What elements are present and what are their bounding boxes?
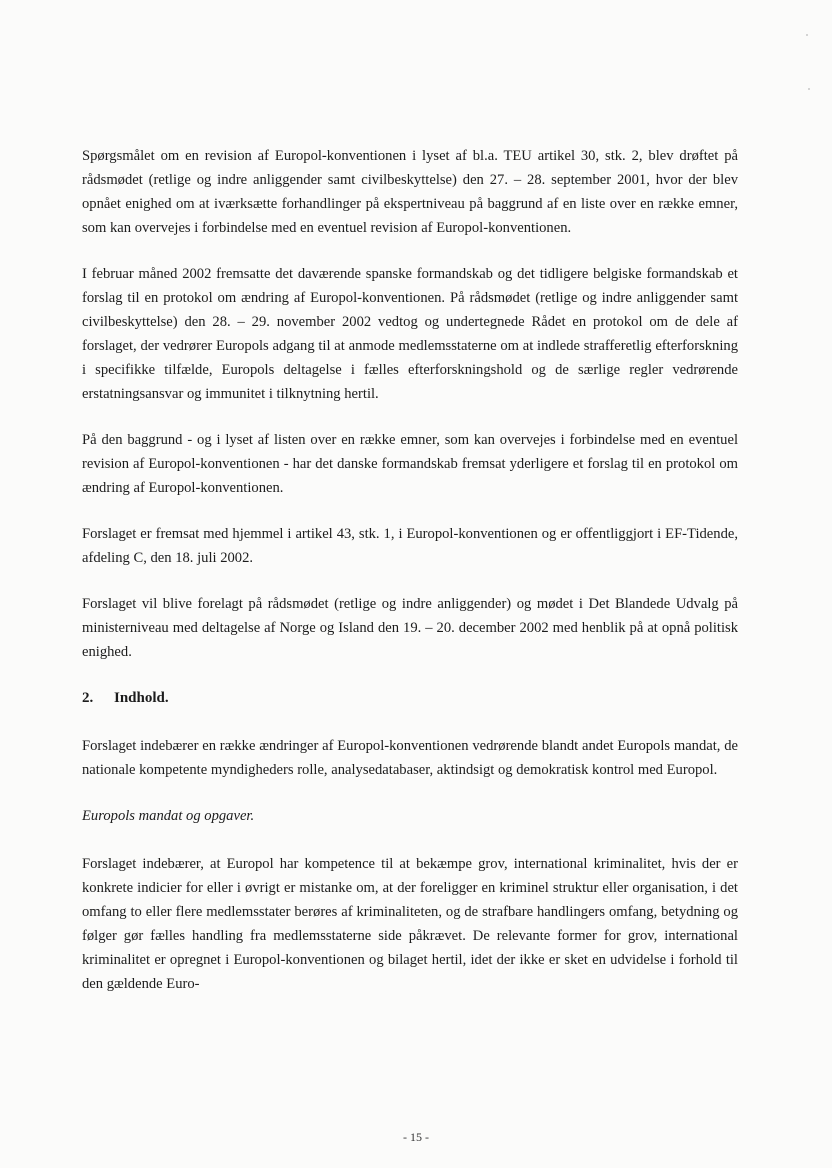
paragraph-danish-presidency: På den baggrund - og i lyset af listen over en række emner, som kan overvejes i forbindelse med en eventuel revision af Europol-konventionen - har det danske formandskab fremsat yderligere et forslag til en protokol om ændring af Europol-konventionen. — [82, 432, 738, 496]
section-title: Indhold. — [114, 690, 169, 706]
paragraph-council-meeting: Forslaget vil blive forelagt på rådsmødet (retlige og indre anliggender) og mødet i Det Blandede Udvalg på ministerniveau med deltagelse af Norge og Island den 19. – 20. december 2002 med henblik på at opnå politisk enighed. — [82, 596, 738, 660]
scan-speck — [806, 34, 808, 36]
paragraph-europol-mandate: Forslaget indebærer, at Europol har kompetence til at bekæmpe grov, international kriminalitet, hvis der er konkrete indicier for eller i øvrigt er mistanke om, at der foreligger en kriminel struktur eller organisation, i det omfang to eller flere medlemsstater berøres af kriminaliteten, og de strafbare handlingers omfang, betydning og følger gør fælles handling fra medlemsstaterne side påkrævet. De relevante former for grov, international kriminalitet er opregnet i Europol-konventionen og bilaget hertil, idet der ikke er sket en udvidelse i forhold til den gældende Euro- — [82, 856, 738, 992]
subheading-europol-mandate: Europols mandat og opgaver. — [82, 808, 255, 824]
document-body — [82, 144, 738, 1018]
paragraph-legal-basis: Forslaget er fremsat med hjemmel i artikel 43, stk. 1, i Europol-konventionen og er offentliggjort i EF-Tidende, afdeling C, den 18. juli 2002. — [82, 526, 738, 566]
section-heading — [82, 686, 738, 710]
scan-speck — [808, 88, 810, 90]
paragraph-revision-discussion: Spørgsmålet om en revision af Europol-konventionen i lyset af bl.a. TEU artikel 30, stk. 2, blev drøftet på rådsmødet (retlige og indre anliggender samt civilbeskyttelse) den 27. – 28. september 2001, hvor der blev opnået enighed om at iværksætte forhandlinger på ekspertniveau på baggrund af en liste over en række emner, som kan overvejes i forbindelse med en eventuel revision af Europol-konventionen. — [82, 148, 738, 236]
paragraph-protocol-proposal: I februar måned 2002 fremsatte det daværende spanske formandskab og det tidligere belgiske formandskab et forslag til en protokol om ændring af Europol-konventionen. På rådsmødet (retlige og indre anliggender samt civilbeskyttelse) den 28. – 29. november 2002 vedtog og undertegnede Rådet en protokol om de dele af forslaget, der vedrører Europols adgang til at anmode medlemsstaterne om at indlede strafferetlig efterforskning i specifikke tilfælde, Europols deltagelse i fælles efterforskningshold og de særlige regler vedrørende erstatningsansvar og immunitet i tilknytning hertil. — [82, 266, 738, 402]
paragraph-content-summary: Forslaget indebærer en række ændringer af Europol-konventionen vedrørende blandt andet Europols mandat, de nationale kompetente myndigheders rolle, analysedatabaser, aktindsigt og demokratisk kontrol med Europol. — [82, 738, 738, 778]
page-number: - 15 - — [403, 1130, 429, 1144]
section-number: 2. — [82, 690, 94, 706]
